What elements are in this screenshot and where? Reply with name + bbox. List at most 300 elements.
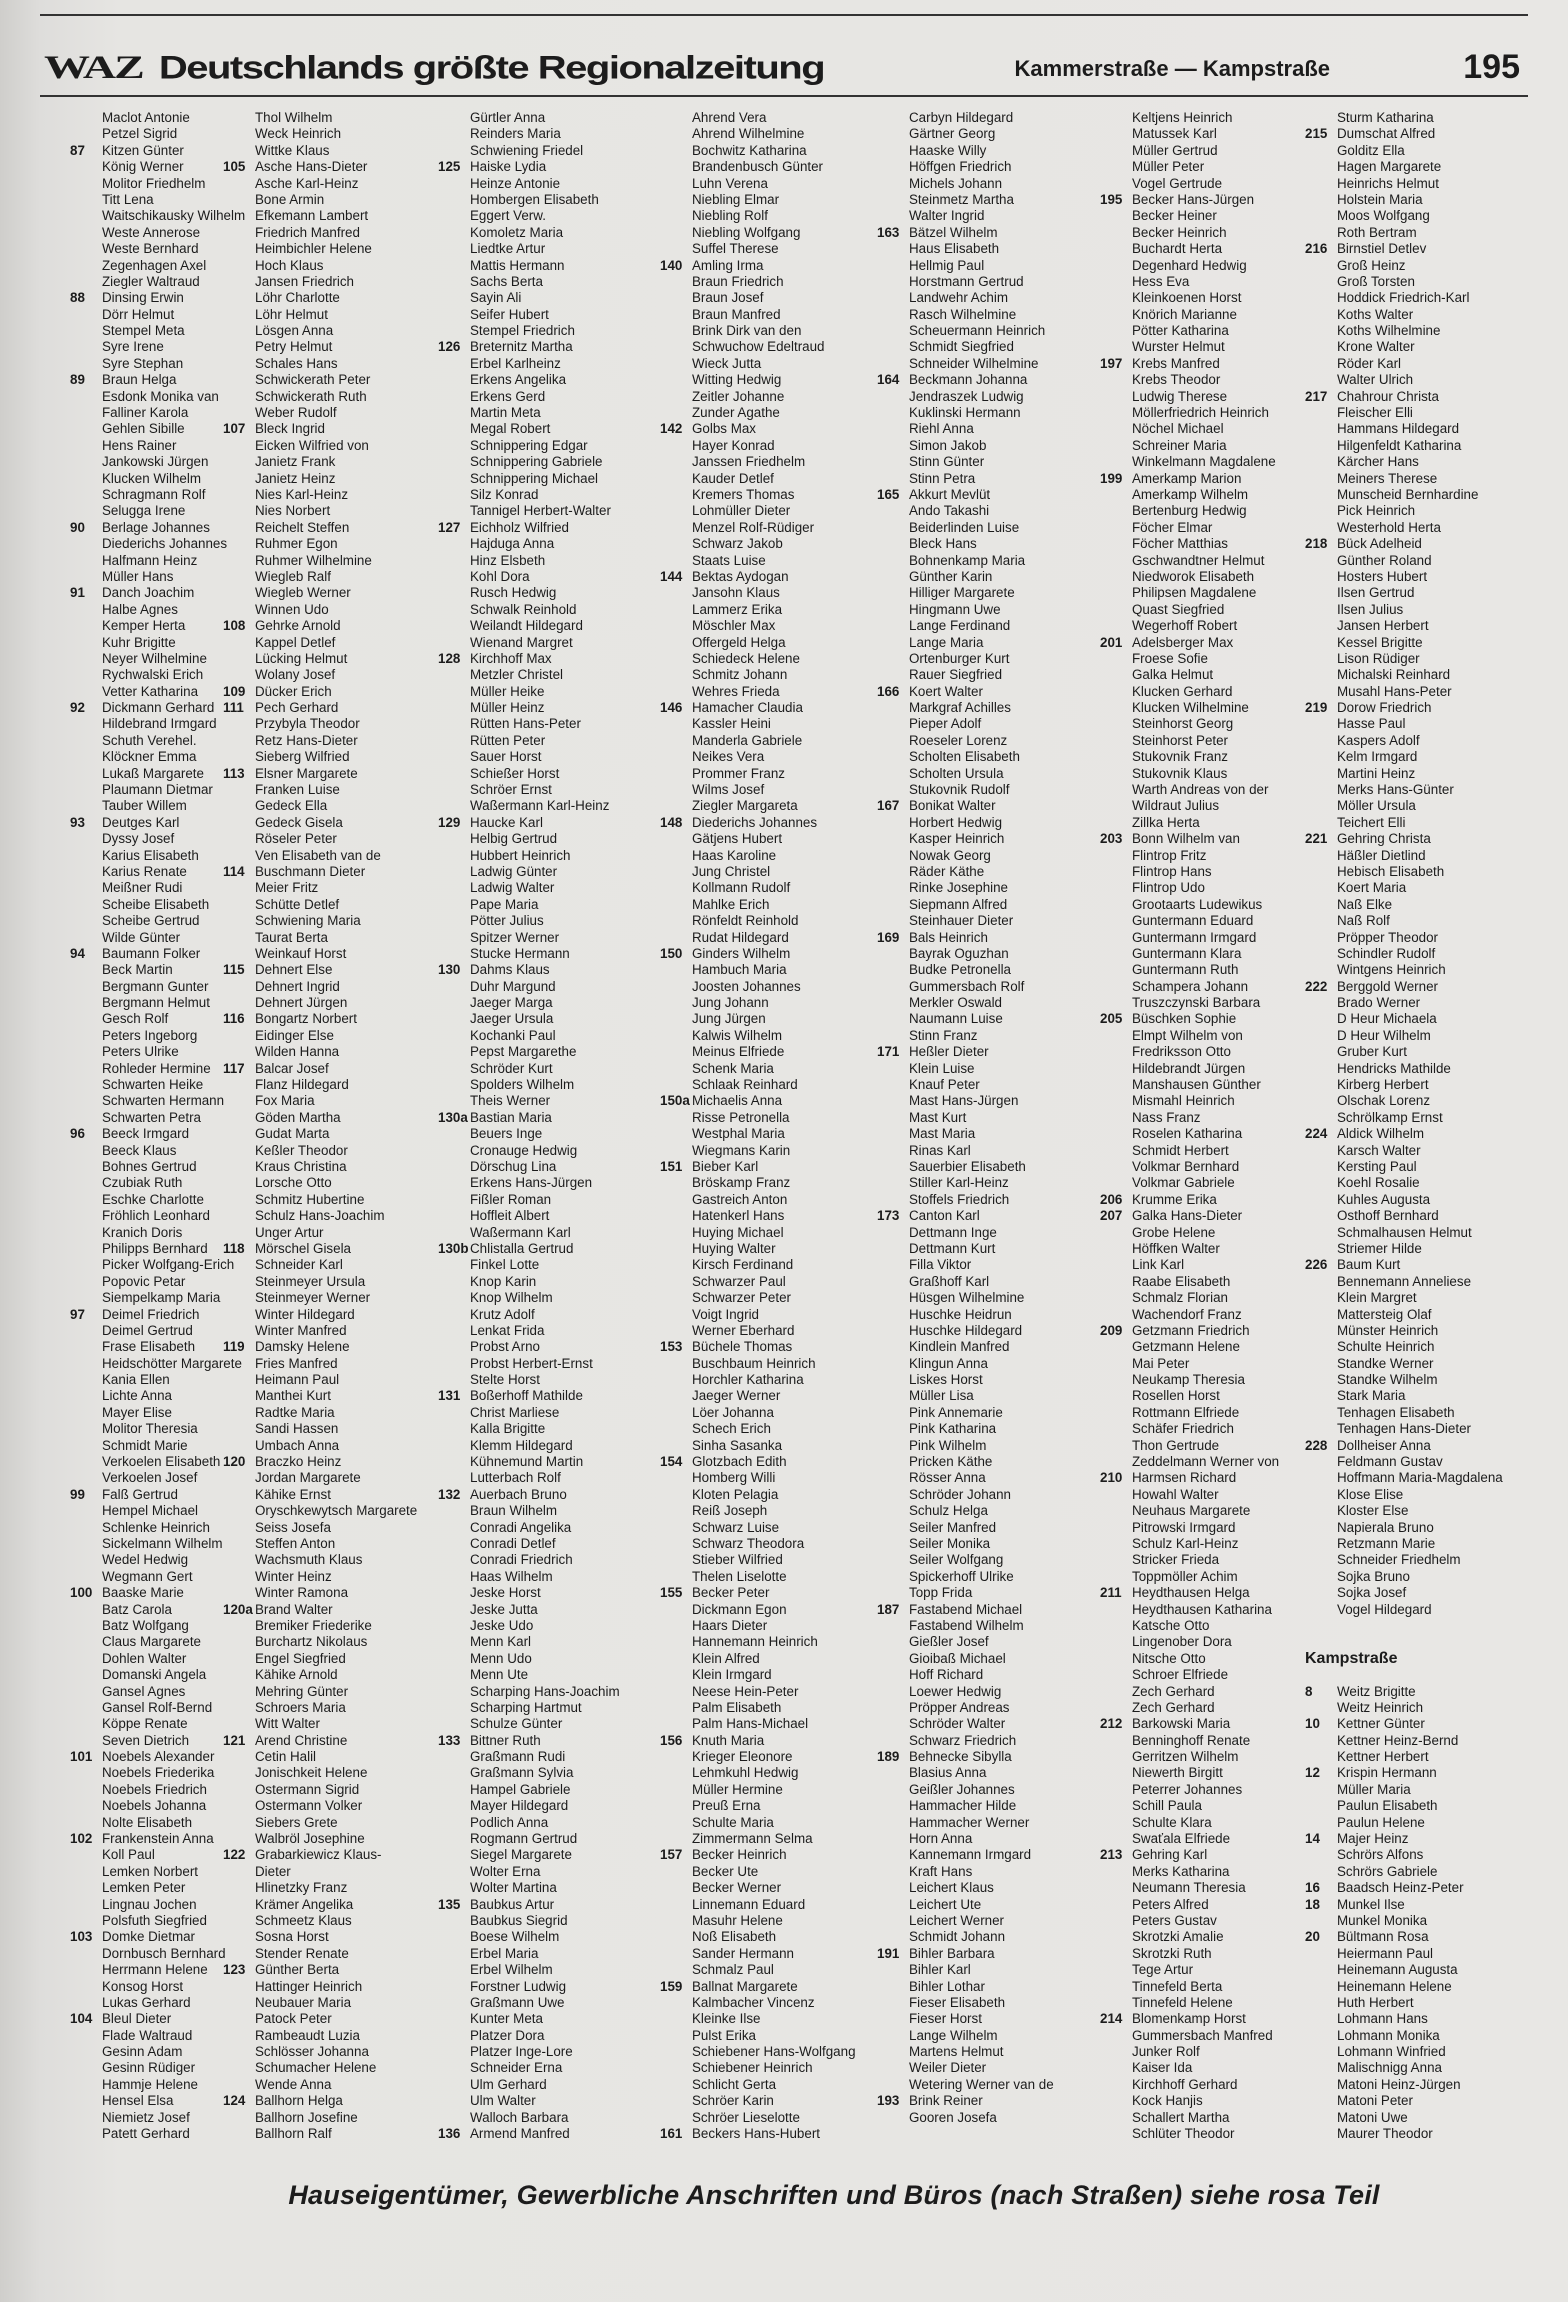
resident-name: Löer Johanna xyxy=(692,1404,774,1420)
directory-entry xyxy=(1100,1225,1279,1241)
directory-entry xyxy=(1305,1569,1503,1585)
directory-entry xyxy=(1100,749,1279,765)
resident-name: Molitor Friedhelm xyxy=(102,175,206,191)
resident-name: Steinhauer Dieter xyxy=(909,913,1014,929)
resident-name: Arend Christine xyxy=(255,1732,348,1748)
directory-entry xyxy=(1100,1979,1279,1995)
resident-name: Halfmann Heinz xyxy=(102,552,198,568)
directory-entry xyxy=(438,749,620,765)
resident-name: Heiermann Paul xyxy=(1337,1945,1434,1961)
resident-name: Dörr Helmut xyxy=(102,306,175,322)
directory-entry xyxy=(1305,1339,1503,1355)
resident-name: Fox Maria xyxy=(255,1093,315,1109)
resident-name: Stricker Frieda xyxy=(1132,1552,1220,1568)
directory-entry xyxy=(438,667,620,683)
directory-entry xyxy=(70,2044,245,2060)
resident-name: Komoletz Maria xyxy=(470,224,564,240)
directory-entry xyxy=(1100,1520,1279,1536)
directory-entry xyxy=(1100,1421,1279,1437)
resident-name: Zech Gerhard xyxy=(1132,1699,1215,1715)
resident-name: D Heur Michaela xyxy=(1337,1011,1437,1027)
directory-entry xyxy=(1305,192,1503,208)
resident-name: Conradi Angelika xyxy=(470,1519,572,1535)
directory-entry xyxy=(223,1208,417,1224)
directory-entry xyxy=(223,1602,417,1618)
resident-name: Matoni Uwe xyxy=(1337,2109,1408,2125)
resident-name: Haus Elisabeth xyxy=(909,241,1000,257)
directory-entry xyxy=(1100,1634,1279,1650)
directory-entry xyxy=(438,1093,620,1109)
directory-entry xyxy=(70,1307,245,1323)
resident-name: Verkoelen Elisabeth xyxy=(102,1454,221,1470)
resident-name: Erkens Gerd xyxy=(470,388,546,404)
house-number: 103 xyxy=(70,1929,93,1945)
resident-name: Kessel Brigitte xyxy=(1337,634,1423,650)
directory-entry xyxy=(877,1175,1054,1191)
resident-name: Hens Rainer xyxy=(102,437,177,453)
directory-entry xyxy=(438,962,620,978)
resident-name: Grobe Helene xyxy=(1132,1224,1216,1240)
resident-name: Kalmbacher Vincenz xyxy=(692,1994,815,2010)
directory-entry xyxy=(1305,667,1503,683)
directory-entry xyxy=(70,356,245,372)
resident-name: Mahlke Erich xyxy=(692,896,770,912)
resident-name: Heydthausen Katharina xyxy=(1132,1601,1272,1617)
directory-entry xyxy=(1100,930,1279,946)
resident-name: Gansel Agnes xyxy=(102,1683,186,1699)
resident-name: Kloster Else xyxy=(1337,1503,1409,1519)
directory-entry xyxy=(877,1815,1054,1831)
resident-name: Christ Marliese xyxy=(470,1404,560,1420)
resident-name: Pick Heinrich xyxy=(1337,503,1416,519)
directory-entry xyxy=(438,1749,620,1765)
resident-name: Rogmann Gertrud xyxy=(470,1831,578,1847)
directory-entry xyxy=(223,1880,417,1896)
directory-entry xyxy=(1305,1487,1503,1503)
resident-name: Huschke Heidrun xyxy=(909,1306,1012,1322)
resident-name: Hildebrand Irmgard xyxy=(102,716,217,732)
resident-name: Löhr Charlotte xyxy=(255,290,340,306)
resident-name: Kuhles Augusta xyxy=(1337,1191,1431,1207)
resident-name: Schneider Friedhelm xyxy=(1337,1552,1461,1568)
directory-entry xyxy=(660,1339,856,1355)
directory-entry xyxy=(1305,602,1503,618)
directory-entry xyxy=(1100,1684,1279,1700)
resident-name: Maclot Antonie xyxy=(102,110,190,125)
resident-name: Koert Walter xyxy=(909,683,983,699)
directory-entry xyxy=(1305,1274,1503,1290)
directory-entry xyxy=(660,372,856,388)
directory-entry xyxy=(438,2011,620,2027)
resident-name: Pötter Katharina xyxy=(1132,323,1229,339)
directory-entry xyxy=(70,1257,245,1273)
resident-name: Gooren Josefa xyxy=(909,2109,997,2125)
resident-name: Gastreich Anton xyxy=(692,1191,788,1207)
resident-name: Becker Peter xyxy=(692,1585,770,1601)
house-number: 197 xyxy=(1100,355,1123,371)
resident-name: Koths Wilhelmine xyxy=(1337,323,1441,339)
resident-name: Stender Renate xyxy=(255,1945,349,1961)
resident-name: Merkler Oswald xyxy=(909,995,1003,1011)
directory-entry xyxy=(877,1651,1054,1667)
directory-entry xyxy=(877,1634,1054,1650)
resident-name: Erbel Wilhelm xyxy=(470,1962,553,1978)
resident-name: Baadsch Heinz-Peter xyxy=(1337,1880,1464,1896)
directory-entry xyxy=(877,110,1054,126)
resident-name: Krutz Adolf xyxy=(470,1306,535,1322)
resident-name: Carbyn Hildegard xyxy=(909,110,1014,125)
resident-name: Schwalk Reinhold xyxy=(470,601,577,617)
directory-entry xyxy=(1100,700,1279,716)
resident-name: Becker Heinrich xyxy=(1132,224,1227,240)
directory-entry xyxy=(223,962,417,978)
resident-name: Winter Manfred xyxy=(255,1322,347,1338)
resident-name: Nies Norbert xyxy=(255,503,331,519)
resident-name: Neuhaus Margarete xyxy=(1132,1503,1251,1519)
directory-entry xyxy=(877,1438,1054,1454)
directory-entry xyxy=(1100,503,1279,519)
directory-entry xyxy=(1100,487,1279,503)
directory-entry xyxy=(70,1880,245,1896)
resident-name: Knauf Peter xyxy=(909,1077,980,1093)
house-number: 129 xyxy=(438,814,461,830)
directory-entry xyxy=(1100,1192,1279,1208)
directory-entry xyxy=(877,143,1054,159)
directory-entry xyxy=(1305,2077,1503,2093)
resident-name: Koths Walter xyxy=(1337,306,1414,322)
resident-name: Standke Werner xyxy=(1337,1355,1434,1371)
directory-entry xyxy=(877,2077,1054,2093)
resident-name: Becker Heinrich xyxy=(692,1847,787,1863)
directory-entry xyxy=(877,930,1054,946)
resident-name: Ladwig Walter xyxy=(470,880,555,896)
directory-entry xyxy=(438,1864,620,1880)
directory-entry xyxy=(877,2044,1054,2060)
directory-entry xyxy=(660,307,856,323)
resident-name: Hingmann Uwe xyxy=(909,601,1001,617)
resident-name: Gudat Marta xyxy=(255,1126,330,1142)
resident-name: Stempel Friedrich xyxy=(470,323,575,339)
resident-name: Schallert Martha xyxy=(1132,2109,1230,2125)
resident-name: Claus Margarete xyxy=(102,1634,201,1650)
resident-name: Harmsen Richard xyxy=(1132,1470,1237,1486)
directory-entry xyxy=(70,2028,245,2044)
directory-entry xyxy=(660,1175,856,1191)
directory-entry xyxy=(438,241,620,257)
resident-name: Wienand Margret xyxy=(470,634,573,650)
resident-name: Batz Wolfgang xyxy=(102,1617,189,1633)
directory-entry xyxy=(1305,716,1503,732)
directory-entry xyxy=(660,766,856,782)
resident-name: Bonn Wilhelm van xyxy=(1132,831,1240,847)
house-number: 222 xyxy=(1305,978,1328,994)
resident-name: Tannigel Herbert-Walter xyxy=(470,503,611,519)
resident-name: Retz Hans-Dieter xyxy=(255,732,358,748)
resident-name: Siempelkamp Maria xyxy=(102,1290,221,1306)
directory-entry xyxy=(1100,438,1279,454)
directory-entry xyxy=(1100,1093,1279,1109)
resident-name: Klein Luise xyxy=(909,1060,975,1076)
directory-entry xyxy=(660,1962,856,1978)
resident-name: Dyssy Josef xyxy=(102,831,175,847)
resident-name: Schmidt Marie xyxy=(102,1437,188,1453)
directory-entry xyxy=(438,1307,620,1323)
resident-name: Buschmann Dieter xyxy=(255,863,366,879)
house-number: 167 xyxy=(877,798,900,814)
directory-entry xyxy=(660,1323,856,1339)
directory-entry xyxy=(70,553,245,569)
directory-entry xyxy=(223,454,417,470)
directory-entry xyxy=(70,2011,245,2027)
directory-entry xyxy=(877,1077,1054,1093)
house-number: 193 xyxy=(877,2093,900,2109)
directory-entry xyxy=(660,1880,856,1896)
directory-entry xyxy=(1305,1913,1503,1929)
resident-name: Schech Erich xyxy=(692,1421,771,1437)
resident-name: Preuß Erna xyxy=(692,1798,761,1814)
directory-entry xyxy=(1305,1388,1503,1404)
directory-entry xyxy=(660,815,856,831)
house-number: 195 xyxy=(1100,191,1123,207)
resident-name: Nolte Elisabeth xyxy=(102,1814,193,1830)
resident-name: Schulz Hans-Joachim xyxy=(255,1208,385,1224)
directory-entry xyxy=(70,1782,245,1798)
directory-entry xyxy=(660,503,856,519)
house-number: 126 xyxy=(438,339,461,355)
directory-entry xyxy=(1100,1880,1279,1896)
directory-entry xyxy=(70,635,245,651)
resident-name: Gedeck Gisela xyxy=(255,814,343,830)
directory-entry xyxy=(70,225,245,241)
directory-entry xyxy=(70,192,245,208)
resident-name: Stukovnik Franz xyxy=(1132,749,1229,765)
house-number: 207 xyxy=(1100,1208,1123,1224)
resident-name: Schnippering Michael xyxy=(470,470,599,486)
directory-entry xyxy=(877,192,1054,208)
directory-entry xyxy=(223,389,417,405)
resident-name: Bennemann Anneliese xyxy=(1337,1273,1472,1289)
resident-name: Witting Hedwig xyxy=(692,372,782,388)
directory-entry xyxy=(70,1044,245,1060)
house-number: 153 xyxy=(660,1339,683,1355)
house-number: 87 xyxy=(70,142,85,158)
directory-entry xyxy=(877,1864,1054,1880)
directory-entry xyxy=(223,1487,417,1503)
directory-entry xyxy=(1100,471,1279,487)
resident-name: Birnstiel Detlev xyxy=(1337,241,1427,257)
directory-entry xyxy=(70,1765,245,1781)
directory-entry xyxy=(1100,2060,1279,2076)
directory-entry xyxy=(877,307,1054,323)
resident-name: Müller Hans xyxy=(102,568,174,584)
directory-entry xyxy=(223,1503,417,1519)
resident-name: Kirsch Ferdinand xyxy=(692,1257,794,1273)
resident-name: Topp Frida xyxy=(909,1585,973,1601)
resident-name: Getzmann Friedrich xyxy=(1132,1322,1250,1338)
resident-name: Braun Friedrich xyxy=(692,273,784,289)
house-number: 218 xyxy=(1305,536,1328,552)
directory-entry xyxy=(1100,1290,1279,1306)
directory-entry xyxy=(438,1274,620,1290)
resident-name: Stucke Hermann xyxy=(470,945,570,961)
resident-name: Röseler Peter xyxy=(255,831,337,847)
resident-name: Klose Elise xyxy=(1337,1486,1404,1502)
resident-name: Mast Hans-Jürgen xyxy=(909,1093,1019,1109)
resident-name: Teichert Elli xyxy=(1337,814,1406,830)
directory-entry xyxy=(877,716,1054,732)
resident-name: Schulz Helga xyxy=(909,1503,988,1519)
directory-entry xyxy=(1305,880,1503,896)
resident-name: Göden Martha xyxy=(255,1109,341,1125)
resident-name: Janssen Friedhelm xyxy=(692,454,806,470)
resident-name: Ballnat Margarete xyxy=(692,1978,798,1994)
directory-entry xyxy=(223,897,417,913)
house-number: 199 xyxy=(1100,470,1123,486)
resident-name: Mayer Elise xyxy=(102,1404,172,1420)
directory-entry xyxy=(438,1421,620,1437)
resident-name: Noß Elisabeth xyxy=(692,1929,777,1945)
directory-entry xyxy=(438,569,620,585)
directory-entry xyxy=(1305,897,1503,913)
house-number: 213 xyxy=(1100,1847,1123,1863)
directory-entry xyxy=(438,1520,620,1536)
resident-name: Graßhoff Karl xyxy=(909,1273,990,1289)
resident-name: Föcher Matthias xyxy=(1132,536,1229,552)
resident-name: Wiegleb Ralf xyxy=(255,568,331,584)
resident-name: Vogel Hildegard xyxy=(1337,1601,1432,1617)
house-number: 203 xyxy=(1100,831,1123,847)
resident-name: Efkemann Lambert xyxy=(255,208,369,224)
resident-name: Kettner Günter xyxy=(1337,1716,1425,1732)
resident-name: Beck Martin xyxy=(102,962,173,978)
resident-name: Bleck Ingrid xyxy=(255,421,325,437)
resident-name: Boese Wilhelm xyxy=(470,1929,560,1945)
directory-entry xyxy=(1305,1552,1503,1568)
resident-name: Barkowski Maria xyxy=(1132,1716,1231,1732)
directory-entry xyxy=(1100,1929,1279,1945)
resident-name: Hambuch Maria xyxy=(692,962,787,978)
resident-name: Niebling Rolf xyxy=(692,208,768,224)
directory-entry xyxy=(70,733,245,749)
directory-entry xyxy=(438,1880,620,1896)
directory-entry xyxy=(1305,1733,1503,1749)
directory-entry xyxy=(438,1602,620,1618)
resident-name: Huschke Hildegard xyxy=(909,1322,1023,1338)
directory-entry xyxy=(1100,602,1279,618)
directory-entry xyxy=(1100,2044,1279,2060)
resident-name: Hasse Paul xyxy=(1337,716,1406,732)
resident-name: Baaske Marie xyxy=(102,1585,184,1601)
resident-name: Noebels Johanna xyxy=(102,1798,207,1814)
resident-name: Hüsgen Wilhelmine xyxy=(909,1290,1025,1306)
directory-entry xyxy=(877,1897,1054,1913)
resident-name: Michaelis Anna xyxy=(692,1093,783,1109)
directory-entry xyxy=(1100,1847,1279,1863)
resident-name: Stukovnik Klaus xyxy=(1132,765,1228,781)
resident-name: Herrmann Helene xyxy=(102,1962,208,1978)
directory-entry xyxy=(1305,307,1503,323)
resident-name: Manshausen Günther xyxy=(1132,1077,1261,1093)
house-number: 211 xyxy=(1100,1585,1122,1601)
resident-name: Danch Joachim xyxy=(102,585,195,601)
resident-name: Titt Lena xyxy=(102,191,154,207)
resident-name: Schwarz Jakob xyxy=(692,536,783,552)
directory-entry xyxy=(438,930,620,946)
resident-name: Jeske Horst xyxy=(470,1585,541,1601)
directory-entry xyxy=(877,897,1054,913)
directory-entry xyxy=(70,1897,245,1913)
resident-name: Kannemann Irmgard xyxy=(909,1847,1032,1863)
directory-entry xyxy=(1305,1307,1503,1323)
resident-name: Kuklinski Hermann xyxy=(909,405,1021,421)
resident-name: Schnippering Edgar xyxy=(470,437,588,453)
directory-entry xyxy=(70,1585,245,1601)
directory-entry xyxy=(660,1995,856,2011)
house-number: 131 xyxy=(438,1388,461,1404)
resident-name: Klein Margret xyxy=(1337,1290,1417,1306)
directory-entry xyxy=(223,1585,417,1601)
resident-name: Wolter Erna xyxy=(470,1863,541,1879)
resident-name: Kärcher Hans xyxy=(1337,454,1419,470)
directory-entry xyxy=(877,880,1054,896)
resident-name: Gießler Josef xyxy=(909,1634,989,1650)
directory-entry xyxy=(223,667,417,683)
resident-name: Schrölkamp Ernst xyxy=(1337,1109,1443,1125)
directory-entry xyxy=(1100,1618,1279,1634)
resident-name: Seifer Hubert xyxy=(470,306,549,322)
directory-entry xyxy=(1100,1454,1279,1470)
house-number: 20 xyxy=(1305,1929,1320,1945)
directory-entry xyxy=(70,421,245,437)
resident-name: Westerhold Herta xyxy=(1337,519,1441,535)
resident-name: Friedrich Manfred xyxy=(255,224,360,240)
resident-name: Chahrour Christa xyxy=(1337,388,1439,404)
directory-entry xyxy=(1305,733,1503,749)
directory-entry xyxy=(70,487,245,503)
resident-name: Damsky Helene xyxy=(255,1339,350,1355)
directory-entry xyxy=(877,290,1054,306)
directory-entry xyxy=(1100,1716,1279,1732)
resident-name: Ulm Walter xyxy=(470,2093,536,2109)
resident-name: Hubbert Heinrich xyxy=(470,847,571,863)
directory-entry xyxy=(1305,110,1503,126)
directory-entry xyxy=(223,979,417,995)
directory-entry xyxy=(660,962,856,978)
resident-name: Hilgenfeldt Katharina xyxy=(1337,437,1462,453)
directory-entry xyxy=(660,454,856,470)
resident-name: Becker Heiner xyxy=(1132,208,1217,224)
directory-entry xyxy=(438,1011,620,1027)
directory-entry xyxy=(660,1733,856,1749)
resident-name: Guntermann Klara xyxy=(1132,945,1242,961)
resident-name: Roth Bertram xyxy=(1337,224,1417,240)
resident-name: Przybyla Theodor xyxy=(255,716,360,732)
house-number: 210 xyxy=(1100,1470,1123,1486)
directory-entry xyxy=(70,651,245,667)
resident-name: Loewer Hedwig xyxy=(909,1683,1002,1699)
resident-name: Beckmann Johanna xyxy=(909,372,1028,388)
directory-entry xyxy=(223,1454,417,1470)
resident-name: Sieberg Wilfried xyxy=(255,749,350,765)
directory-entry xyxy=(223,569,417,585)
resident-name: Räder Käthe xyxy=(909,863,985,879)
resident-name: Hensel Elsa xyxy=(102,2093,174,2109)
resident-name: Müller Hermine xyxy=(692,1781,783,1797)
resident-name: Wedel Hedwig xyxy=(102,1552,189,1568)
top-rule xyxy=(40,14,1528,16)
resident-name: Schulte Klara xyxy=(1132,1814,1212,1830)
resident-name: Wegmann Gert xyxy=(102,1568,193,1584)
